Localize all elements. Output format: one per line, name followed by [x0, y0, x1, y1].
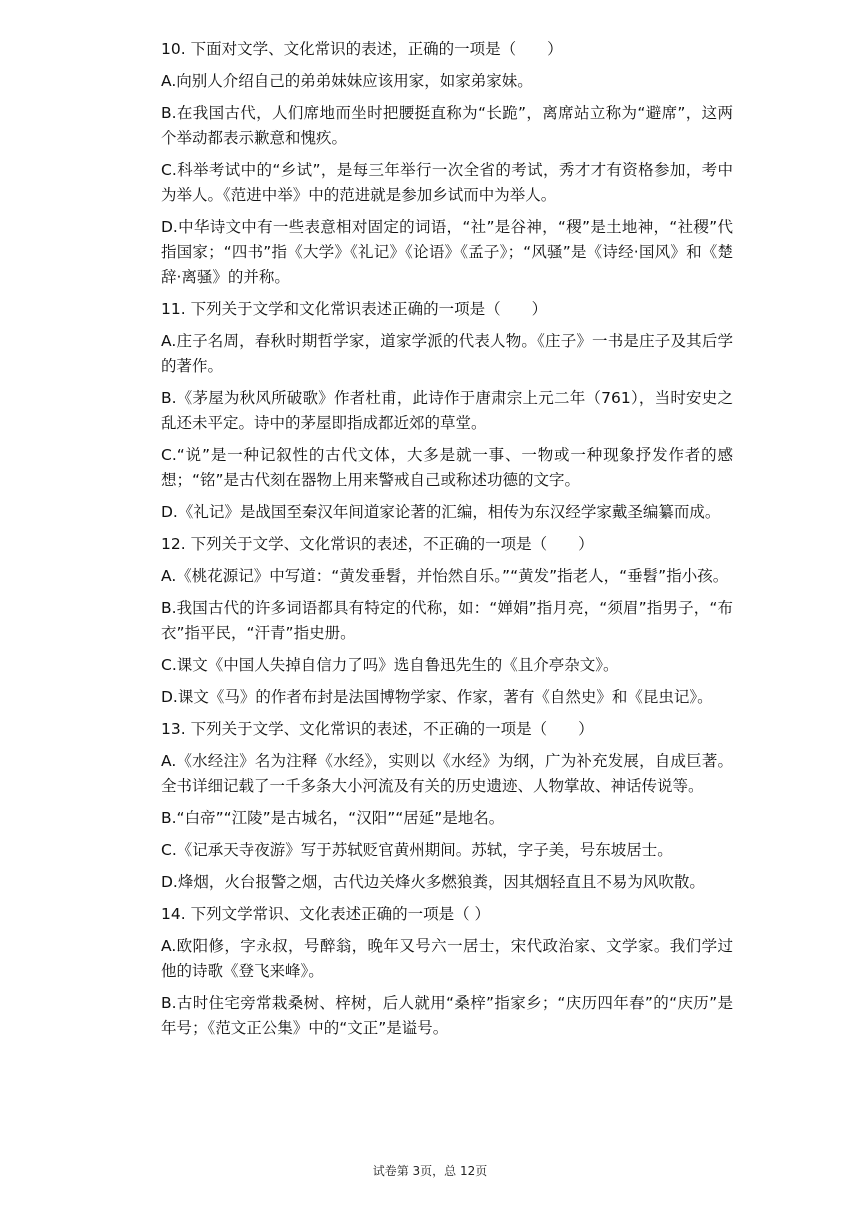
question-stem: 11. 下列关于文学和文化常识表述正确的一项是（ ）	[161, 300, 548, 318]
question-stem: 12. 下列关于文学、文化常识的表述，不正确的一项是（ ）	[161, 535, 594, 553]
option-b: B.“白帝”“江陵”是古城名，“汉阳”“居延”是地名。	[161, 809, 505, 827]
option-c: C.科举考试中的“乡试”，是每三年举行一次全省的考试，秀才才有资格参加，考中为举人。《范进中举》中的范进就是参加乡试而中为举人。	[161, 161, 733, 204]
question-list	[161, 37, 733, 1048]
option-a: A.向别人介绍自己的弟弟妹妹应该用家，如家弟家妹。	[161, 72, 533, 90]
option-d: D.中华诗文中有一些表意相对固定的词语，“社”是谷神，“稷”是土地神，“社稷”代指国家；“四书”指《大学》《礼记》《论语》《孟子》；“风骚”是《诗经·国风》和《楚辞·离骚》的并称。	[161, 218, 733, 286]
option-a: A.欧阳修，字永叔，号醉翁，晚年又号六一居士，宋代政治家、文学家。我们学过他的诗歌《登飞来峰》。	[161, 937, 733, 980]
question-10	[161, 37, 733, 290]
option-a: A.庄子名周，春秋时期哲学家，道家学派的代表人物。《庄子》一书是庄子及其后学的著作。	[161, 332, 733, 375]
question-12	[161, 532, 733, 710]
option-c: C.《记承天寺夜游》写于苏轼贬官黄州期间。苏轼，字子美，号东坡居士。	[161, 841, 673, 859]
question-stem: 13. 下列关于文学、文化常识的表述，不正确的一项是（ ）	[161, 720, 594, 738]
option-c: C.“说”是一种记叙性的古代文体，大多是就一事、一物或一种现象抒发作者的感想；“铭”是古代刻在器物上用来警戒自己或称述功德的文字。	[161, 446, 733, 489]
option-d: D.课文《马》的作者布封是法国博物学家、作家，著有《自然史》和《昆虫记》。	[161, 688, 713, 706]
question-stem: 14. 下列文学常识、文化表述正确的一项是（ ）	[161, 905, 491, 923]
option-b: B.《茅屋为秋风所破歌》作者杜甫，此诗作于唐肃宗上元二年（761），当时安史之乱还未平定。诗中的茅屋即指成都近郊的草堂。	[161, 389, 733, 432]
option-b: B.古时住宅旁常栽桑树、梓树，后人就用“桑梓”指家乡；“庆历四年春”的“庆历”是年号；《范文正公集》中的“文正”是谥号。	[161, 994, 733, 1037]
question-13	[161, 717, 733, 895]
option-d: D.烽烟，火台报警之烟，古代边关烽火多燃狼粪，因其烟轻直且不易为风吹散。	[161, 873, 705, 891]
option-b: B.我国古代的许多词语都具有特定的代称，如：“婵娟”指月亮，“须眉”指男子，“布衣”指平民，“汗青”指史册。	[161, 599, 733, 642]
option-a: A.《水经注》名为注释《水经》，实则以《水经》为纲，广为补充发展，自成巨著。全书详细记载了一千多条大小河流及有关的历史遗迹、人物掌故、神话传说等。	[161, 752, 733, 795]
question-14	[161, 902, 733, 1041]
option-c: C.课文《中国人失掉自信力了吗》选自鲁迅先生的《且介亭杂文》。	[161, 656, 619, 674]
option-b: B.在我国古代，人们席地而坐时把腰挺直称为“长跪”，离席站立称为“避席”，这两个举动都表示歉意和愧疚。	[161, 104, 733, 147]
option-a: A.《桃花源记》中写道：“黄发垂髫，并怡然自乐。”“黄发”指老人，“垂髫”指小孩。	[161, 567, 729, 585]
page-footer: 试卷第 3页，总 12页	[372, 1164, 488, 1178]
question-11	[161, 297, 733, 525]
question-stem: 10. 下面对文学、文化常识的表述，正确的一项是（ ）	[161, 40, 563, 58]
option-d: D.《礼记》是战国至秦汉年间道家论著的汇编，相传为东汉经学家戴圣编纂而成。	[161, 503, 721, 521]
